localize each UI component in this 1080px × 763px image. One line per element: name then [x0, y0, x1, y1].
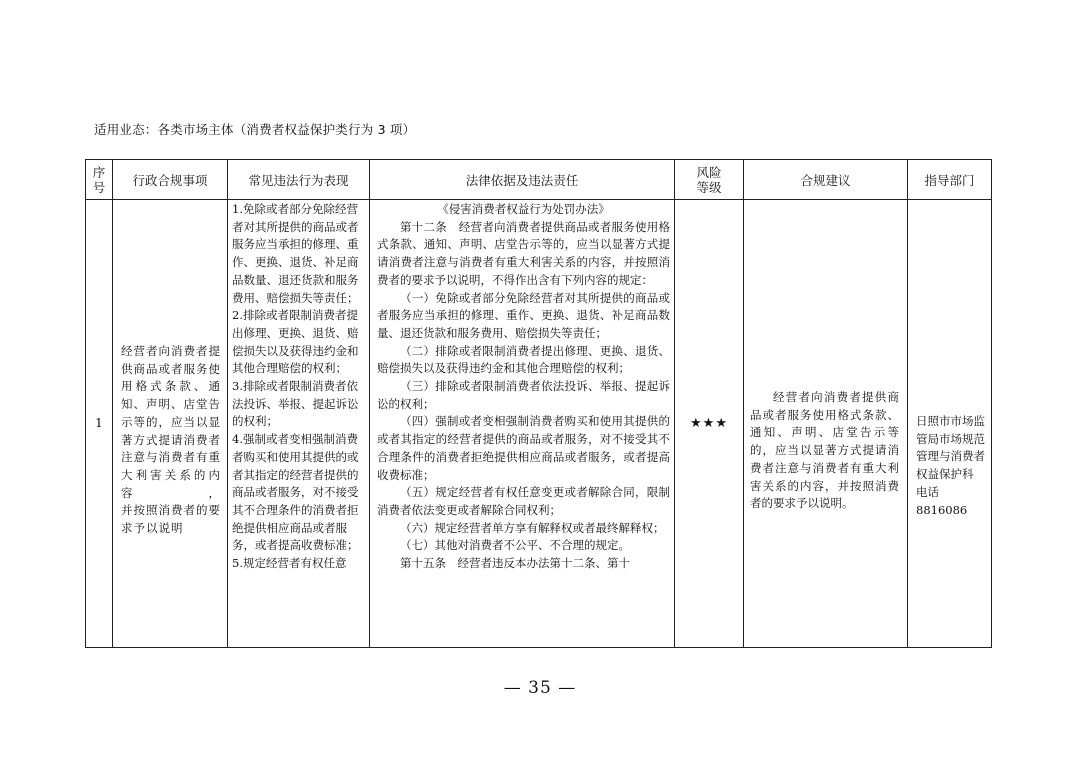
- dept-phone: 电话 8816086: [916, 484, 968, 517]
- row-law: [370, 200, 675, 648]
- header-dept: 指导部门: [908, 160, 992, 200]
- behavior-item: 2.排除或者限制消费者提出修理、更换、退货、赔偿损失以及获得违约金和其他合理赔偿的权利；: [232, 308, 359, 376]
- risk-level-stars: ★★★: [675, 200, 744, 648]
- row-seq: 1: [86, 200, 113, 648]
- law-clause: （五）规定经营者有权任意变更或者解除合同，限制消费者依法变更或者解除合同权利；: [377, 485, 670, 517]
- compliance-table: [85, 159, 992, 648]
- header-behavior: 常见违法行为表现: [228, 160, 370, 200]
- row-item-text: 经营者向消费者提供商品或者服务使用格式条款、通知、声明、店堂告示等的，应当以显著方式提请消费者注意与消费者有重大利害关系的内容，: [121, 344, 221, 500]
- behavior-item: 5.规定经营者有权任意: [232, 556, 347, 571]
- table-header-row: [86, 160, 992, 200]
- row-behaviors: [228, 200, 370, 648]
- header-advice: 合规建议: [744, 160, 908, 200]
- law-clause: （六）规定经营者单方享有解释权或者最终解释权；: [400, 520, 665, 535]
- page-number: — 35 —: [503, 678, 577, 698]
- table-row: [86, 200, 992, 648]
- law-clause: （二）排除或者限制消费者提出修理、更换、退货、赔偿损失以及获得违约金和其他合理赔偿的权利；: [377, 343, 670, 376]
- row-item-text-end: 并按照消费者的要求予以说明: [121, 503, 221, 536]
- header-risk: 风险 等级: [675, 160, 744, 200]
- behavior-item: 1.免除或者部分免除经营者对其所提供的商品或者服务应当承担的修理、重作、更换、退货、补足商品数量、退还货款和服务费用、赔偿损失等责任；: [232, 202, 359, 305]
- dept-line: 管理与消费者: [916, 449, 985, 464]
- law-article-15: 第十五条 经营者违反本办法第十二条、第十: [400, 556, 630, 571]
- dept-line: 权益保护科: [916, 467, 974, 482]
- dept-line: 管局市场规范: [916, 431, 985, 446]
- header-item: 行政合规事项: [113, 160, 228, 200]
- row-dept: [908, 200, 992, 648]
- law-clause: （七）其他对消费者不公平、不合理的规定。: [400, 538, 630, 553]
- header-law: 法律依据及违法责任: [370, 160, 675, 200]
- law-clause: （一）免除或者部分免除经营者对其所提供的商品或者服务应当承担的修理、重作、更换、退货、补足商品数量、退还货款和服务费用、赔偿损失等责任；: [377, 290, 670, 340]
- dept-line: 日照市市场监: [916, 414, 985, 428]
- applicable-scope-subtitle: 适用业态：各类市场主体（消费者权益保护类行为 3 项）: [94, 122, 416, 137]
- law-title: 《侵害消费者权益行为处罚办法》: [437, 202, 610, 216]
- behavior-item: 4.强制或者变相强制消费者购买和使用其提供的或者其指定的经营者提供的商品或者服务，对不接受其不合理条件的消费者拒绝提供相应商品或者服务，或者提高收费标准；: [232, 432, 359, 553]
- advice-text: 经营者向消费者提供商品或者服务使用格式条款、通知、声明、店堂告示等的，应当以显著方式提请消费者注意与消费者有重大利害关系的内容，并按照消费者的要求予以说明。: [750, 390, 899, 511]
- row-advice: [744, 200, 908, 648]
- law-article-12: 第十二条 经营者向消费者提供商品或者服务使用格式条款、通知、声明、店堂告示等的，应当以显著方式提请消费者注意与消费者有重大利害关系的内容，并按照消费者的要求予以说明，不得作出含有下列内容的规定：: [377, 219, 670, 287]
- law-clause: （三）排除或者限制消费者依法投诉、举报、提起诉讼的权利；: [377, 379, 670, 411]
- row-item: [113, 200, 228, 648]
- law-clause: （四）强制或者变相强制消费者购买和使用其提供的或者其指定的经营者提供的商品或者服务，对不接受其不合理条件的消费者拒绝提供相应商品或者服务，或者提高收费标准；: [377, 414, 670, 482]
- behavior-item: 3.排除或者限制消费者依法投诉、举报、提起诉讼的权利；: [232, 379, 359, 429]
- header-seq: 序 号: [86, 160, 113, 200]
